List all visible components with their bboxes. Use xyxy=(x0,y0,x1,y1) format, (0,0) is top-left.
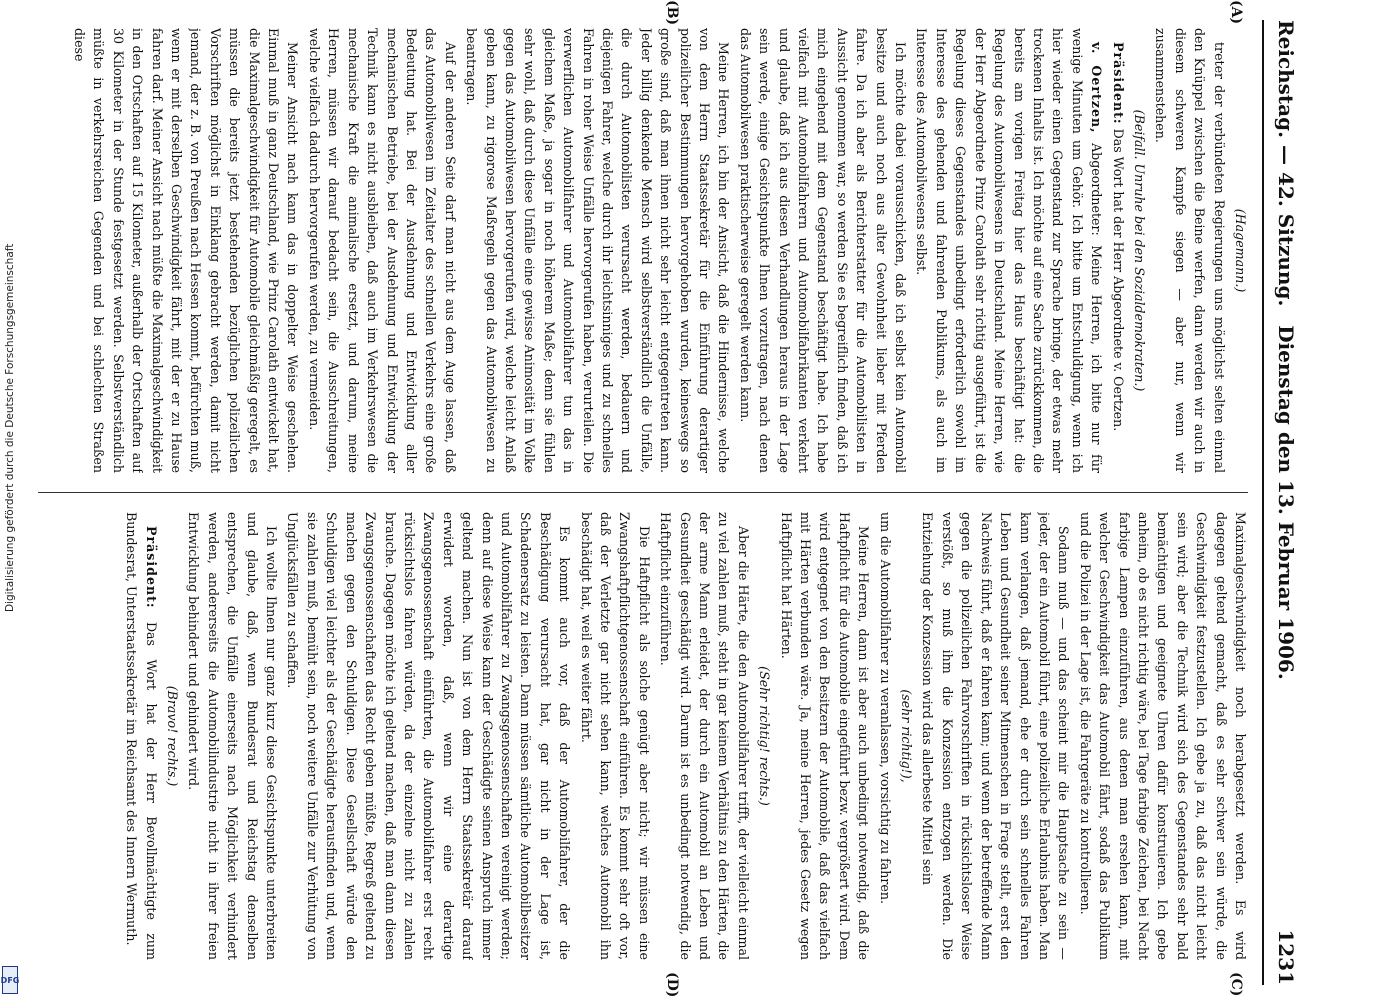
speech-paragraph xyxy=(122,512,161,960)
speech-text: Das Wort hat der Herr Abgeordnete v. Oertzen. xyxy=(1110,128,1126,432)
speaker-name: Präsident: xyxy=(1110,42,1126,125)
speech-paragraph xyxy=(1108,28,1127,473)
dfg-logo: DFG xyxy=(2,966,18,994)
speech-text: Abgeordneter: Meine Herren, ich bitte nur für wenige Minuten um Gehör. Ich bitte um Entschuldigung, wenn ich hier wieder einen Gegenstand zur Sprache bringe, der etwas mehr trockenen Inhalts ist. Ich möchte auf eine Sache zurückkommen, die bereits am vorigen Freitag hier das Haus beschäftigt hat: die Regelung des Automobilwesens in Deutschland. Meine Herren, wie der Herr Abgeordnete Prinz Carolath sehr richtig ausgeführt, ist die Regelung dieses Gegenstandes unbedingt erforderlich sowohl im Interesse des gehenden und fahrenden Publikums, als auch im Interesse des Automobilwesens selbst. xyxy=(914,28,1105,473)
speech-paragraph xyxy=(912,28,1106,473)
margin-marker-b: (B) xyxy=(664,0,680,26)
interjection: (Sehr richtig! rechts.) xyxy=(757,666,773,806)
stage-direction: (Bravo! rechts.) xyxy=(165,685,181,787)
body-paragraph: Maximalgeschwindigkeit noch herabgesetzt werden. Es wird dagegen geltend gemacht, daß es sehr schwer sein würde, die Geschwindigkeit festzustellen. Ich gebe ja zu, daß das nicht leicht sein wird; aber die Technik wird sich des Gegenstandes sehr bald bemächtigen und geeignete Uhren dafür konstruieren. Ich gebe anheim, ob es nicht richtig wäre, bei Tage farbige Zeichen, bei Nacht farbige Lampen einzuführen, aus denen man ersehen kann, mit welcher Geschwindigkeit das Automobil fährt, sodaß das Publikum und die Polizei in der Lage ist, die Fahrgeräte zu kontrollieren. xyxy=(1077,512,1248,960)
body-paragraph: Meine Herren, dann ist aber auch unbedingt notwendig, daß die Haftpflicht für die Automobile eingeführt bezw. vergrößert wird. Dem wird entgegnet von den Besitzern der Automobile, daß das vielfach mit Härten verbunden wäre. Ja, meine Herren, jedes Gesetz wegen Haftpflicht hat Härten. xyxy=(778,512,872,960)
header-date: Dienstag den 13. Februar 1906. xyxy=(1274,325,1298,680)
body-paragraph: Sodann muß — und das scheint mir die Hauptsache zu sein — jeder, der ein Automobil führt, eine polizeiliche Erlaubnis haben. Man kann verlangen, daß jemand, ehe er durch sein schnelles Fahren Leben und Gesundheit seiner Mitmenschen in Frage stellt, erst den Nachweis führt, daß er fahren kann; und wenn der betreffende Mann gegen die polizeilichen Fahrvorschriften in rücksichtsloser Weise verstößt, so muß ihm die Konzession entzogen werden. Die Entziehung der Konzession wird das allerbeste Mittel sein xyxy=(920,512,1072,960)
margin-marker-d: (D) xyxy=(664,972,680,998)
margin-marker-a: (A) xyxy=(1228,0,1244,25)
speaker-name: v. Oertzen, xyxy=(1089,42,1105,134)
left-column xyxy=(35,28,1250,473)
body-paragraph: Die Haftpflicht als solche genügt aber nicht; wir müssen eine Zwangshaftpflichtgenossenschaft einführen. Es kommt sehr oft vor, daß der Verletzte gar nicht sehen kann, welches Automobil ihn beschädigt hat, weil es weiter fährt. xyxy=(578,512,652,960)
interjection: (sehr richtig!), xyxy=(899,689,915,783)
right-column xyxy=(35,512,1250,960)
header-session: Reichstag. — 42. Sitzung. xyxy=(1274,20,1298,307)
body-paragraph: Meine Herren, ich bin der Ansicht, daß die Hindernisse, welche von dem Herrn Staatssekretär für die Einführung derartiger polizeilicher Bestimmungen hervorgehoben wurden, keineswegs so große sind, daß man ihnen nicht sehr leicht entgegentreten kann. Jeder billig denkende Mensch wird selbstverständlich die Unfälle, die durch Automobilisten verursacht werden, bedauern und diejenigen Fahrer, welche durch ihr leichtsinniges und zu schnelles Fahren in roher Weise Unfälle hervorgerufen haben, verurteilen. Die verwerflichen Automobilfahrer und Automobilfahrer tun das in gleichem Maße, ja sogar in noch höherem Maße; denn sie fühlen sehr wohl, daß durch diese Unfälle eine gewisse Animosität im Volke gegen das Automobilwesen hervorgerufen wird, welche leicht Anlaß geben kann, zu rigorose Maßregeln gegen das Automobilwesen zu beantragen. xyxy=(464,28,732,473)
body-paragraph: treter der verbündeten Regierungen uns möglichst selten einmal den Knüppel zwischen die Beine werfen, dann werden wir auch in diesem schweren Kampfe siegen — aber nur, wenn wir zusammenstehen. xyxy=(1153,28,1227,473)
body-paragraph: Auf der anderen Seite darf man nicht aus dem Auge lassen, daß das Automobilwesen im Zeitalter des schnellen Verkehrs eine große Bedeutung hat. Bei der Ausdehnung und Entwicklung aller mechanischen Betriebe, bei der Ausdehnung und Entwicklung der Technik kann es nicht ausbleiben, daß auch im Verkehrswesen die mechanische Kraft die animalische ersetzt, und darum, meine Herren, müssen wir darauf bedacht sein, die Ausschreitungen, welche vielfach dadurch hervorgerufen werden, zu vermeiden. xyxy=(306,28,458,473)
column-divider xyxy=(38,492,1248,493)
page-number: 1231 xyxy=(1274,929,1298,985)
body-paragraph: Ich wollte Ihnen nur ganz kurz diese Gesichtspunkte unterbreiten und glaube, daß, wenn Bundesrat und Reichstag denselben entsprechen, die Unfälle einerseits nach Möglichkeit verhindert werden, andererseits die Automobilindustrie nicht in ihrer freien Entwicklung behindert und gehindert wird. xyxy=(186,512,280,960)
page-header xyxy=(1262,20,1304,985)
speech-text: Das Wort hat der Herr Bevollmächtigte zum Bundesrat, Unterstaatssekretär im Reichsamt des Innern Wermuth. xyxy=(124,512,159,960)
speaker-name: Präsident: xyxy=(143,526,159,609)
digitization-credit: Digitalisierung gefördert durch die Deutsche Forschungsgemeinschaft xyxy=(4,243,16,612)
body-paragraph: Es kommt auch vor, daß der Automobilfahrer, der die Beschädigung verursacht hat, gar nicht in der Lage ist, Schadenersatz zu leisten. Dann müssen sämtliche Automobilbesitzer und Automobilfahrer zu Zwangsgenossenschaften vereinigt werden; denn auf diese Weise kann der Geschädigte seinen Anspruch immer geltend machen. Nun ist von dem Herrn Staatssekretär darauf erwidert worden, daß, wenn wir eine derartige Zwangsgenossenschaft einführten, die Automobilfahrer erst recht rücksichtslos fahren würden, da der einzelne nicht zu zahlen brauche. Dagegen möchte ich geltend machen, daß man dann diesen Zwangsgenossenschaften das Recht geben müßte, Regreß geltend zu machen gegen den Schuldigen. Diese Gesellschaft würde den Schuldigen viel leichter als der Geschädigte herausfinden und, wenn sie zahlen muß, bemüht sein, noch weitere Unfälle zur Verhütung von Unglücksfällen zu schaffen. xyxy=(285,512,573,960)
stage-direction: (Beifall. Unruhe bei den Sozialdemokraten.) xyxy=(1131,109,1147,392)
margin-marker-c: (C) xyxy=(1228,972,1244,997)
rotated-page xyxy=(20,0,1320,1000)
body-paragraph: Meiner Ansicht nach kann das in doppelter Weise geschehen. Einmal muß in ganz Deutschland, wie Prinz Carolath entwickelt hat, die Maximalgeschwindigkeit für Automobile gleichmäßig geregelt, es müssen die bereits jetzt bestehenden bezüglichen polizeilichen Vorschriften möglichst in Einklang gebracht werden, damit nicht jemand, der z. B. von Preußen nach Hessen kommt, befürchten muß, wenn er mit derselben Geschwindigkeit fährt, mit der er zu Hause fahren darf. Meiner Ansicht nach müßte die Maximalgeschwindigkeit in den Ortschaften auf 15 Kilometer, außerhalb der Ortschaften auf 30 Kilometer in der Stunde festgesetzt werden. Selbstverständlich müßte in verkehrsreichen Gegenden und bei schlechten Straßen diese xyxy=(72,28,301,473)
body-paragraph: Aber die Härte, die den Automobilfahrer trifft, der vielleicht einmal zu viel zahlen muß, steht in gar keinem Verhältnis zu den Härten, die der arme Mann erleidet, der durch ein Automobil an Leben und Gesundheit geschädigt wird. Darum ist es unbedingt notwendig, die Haftpflicht einzuführen. xyxy=(658,512,751,960)
body-paragraph: um die Automobilfahrer zu veranlassen, vorsichtig zu fahren. xyxy=(877,512,893,904)
interjection: (Hagemann.) xyxy=(1233,208,1248,293)
body-paragraph: Ich möchte dabei vorausschicken, daß ich selbst kein Automobil besitze und auch noch aus alter Gewohnheit lieber mit Pferden fahre. Da ich aber als Berichterstatter für die Automobilisten in Aussicht genommen war, so werden Sie es begreiflich finden, daß ich mich eingehend mit dem Gegenstand beschäftigt habe. Ich habe vielfach mit Automobilfahrern und Automobilfabrikanten verkehrt und glaube, daß ich aus diesen Verhandlungen heraus in der Lage sein werde, einige Gesichtspunkte Ihnen vorzutragen, nach denen das Automobilwesen praktischerweise geregelt werden kann. xyxy=(737,28,909,473)
